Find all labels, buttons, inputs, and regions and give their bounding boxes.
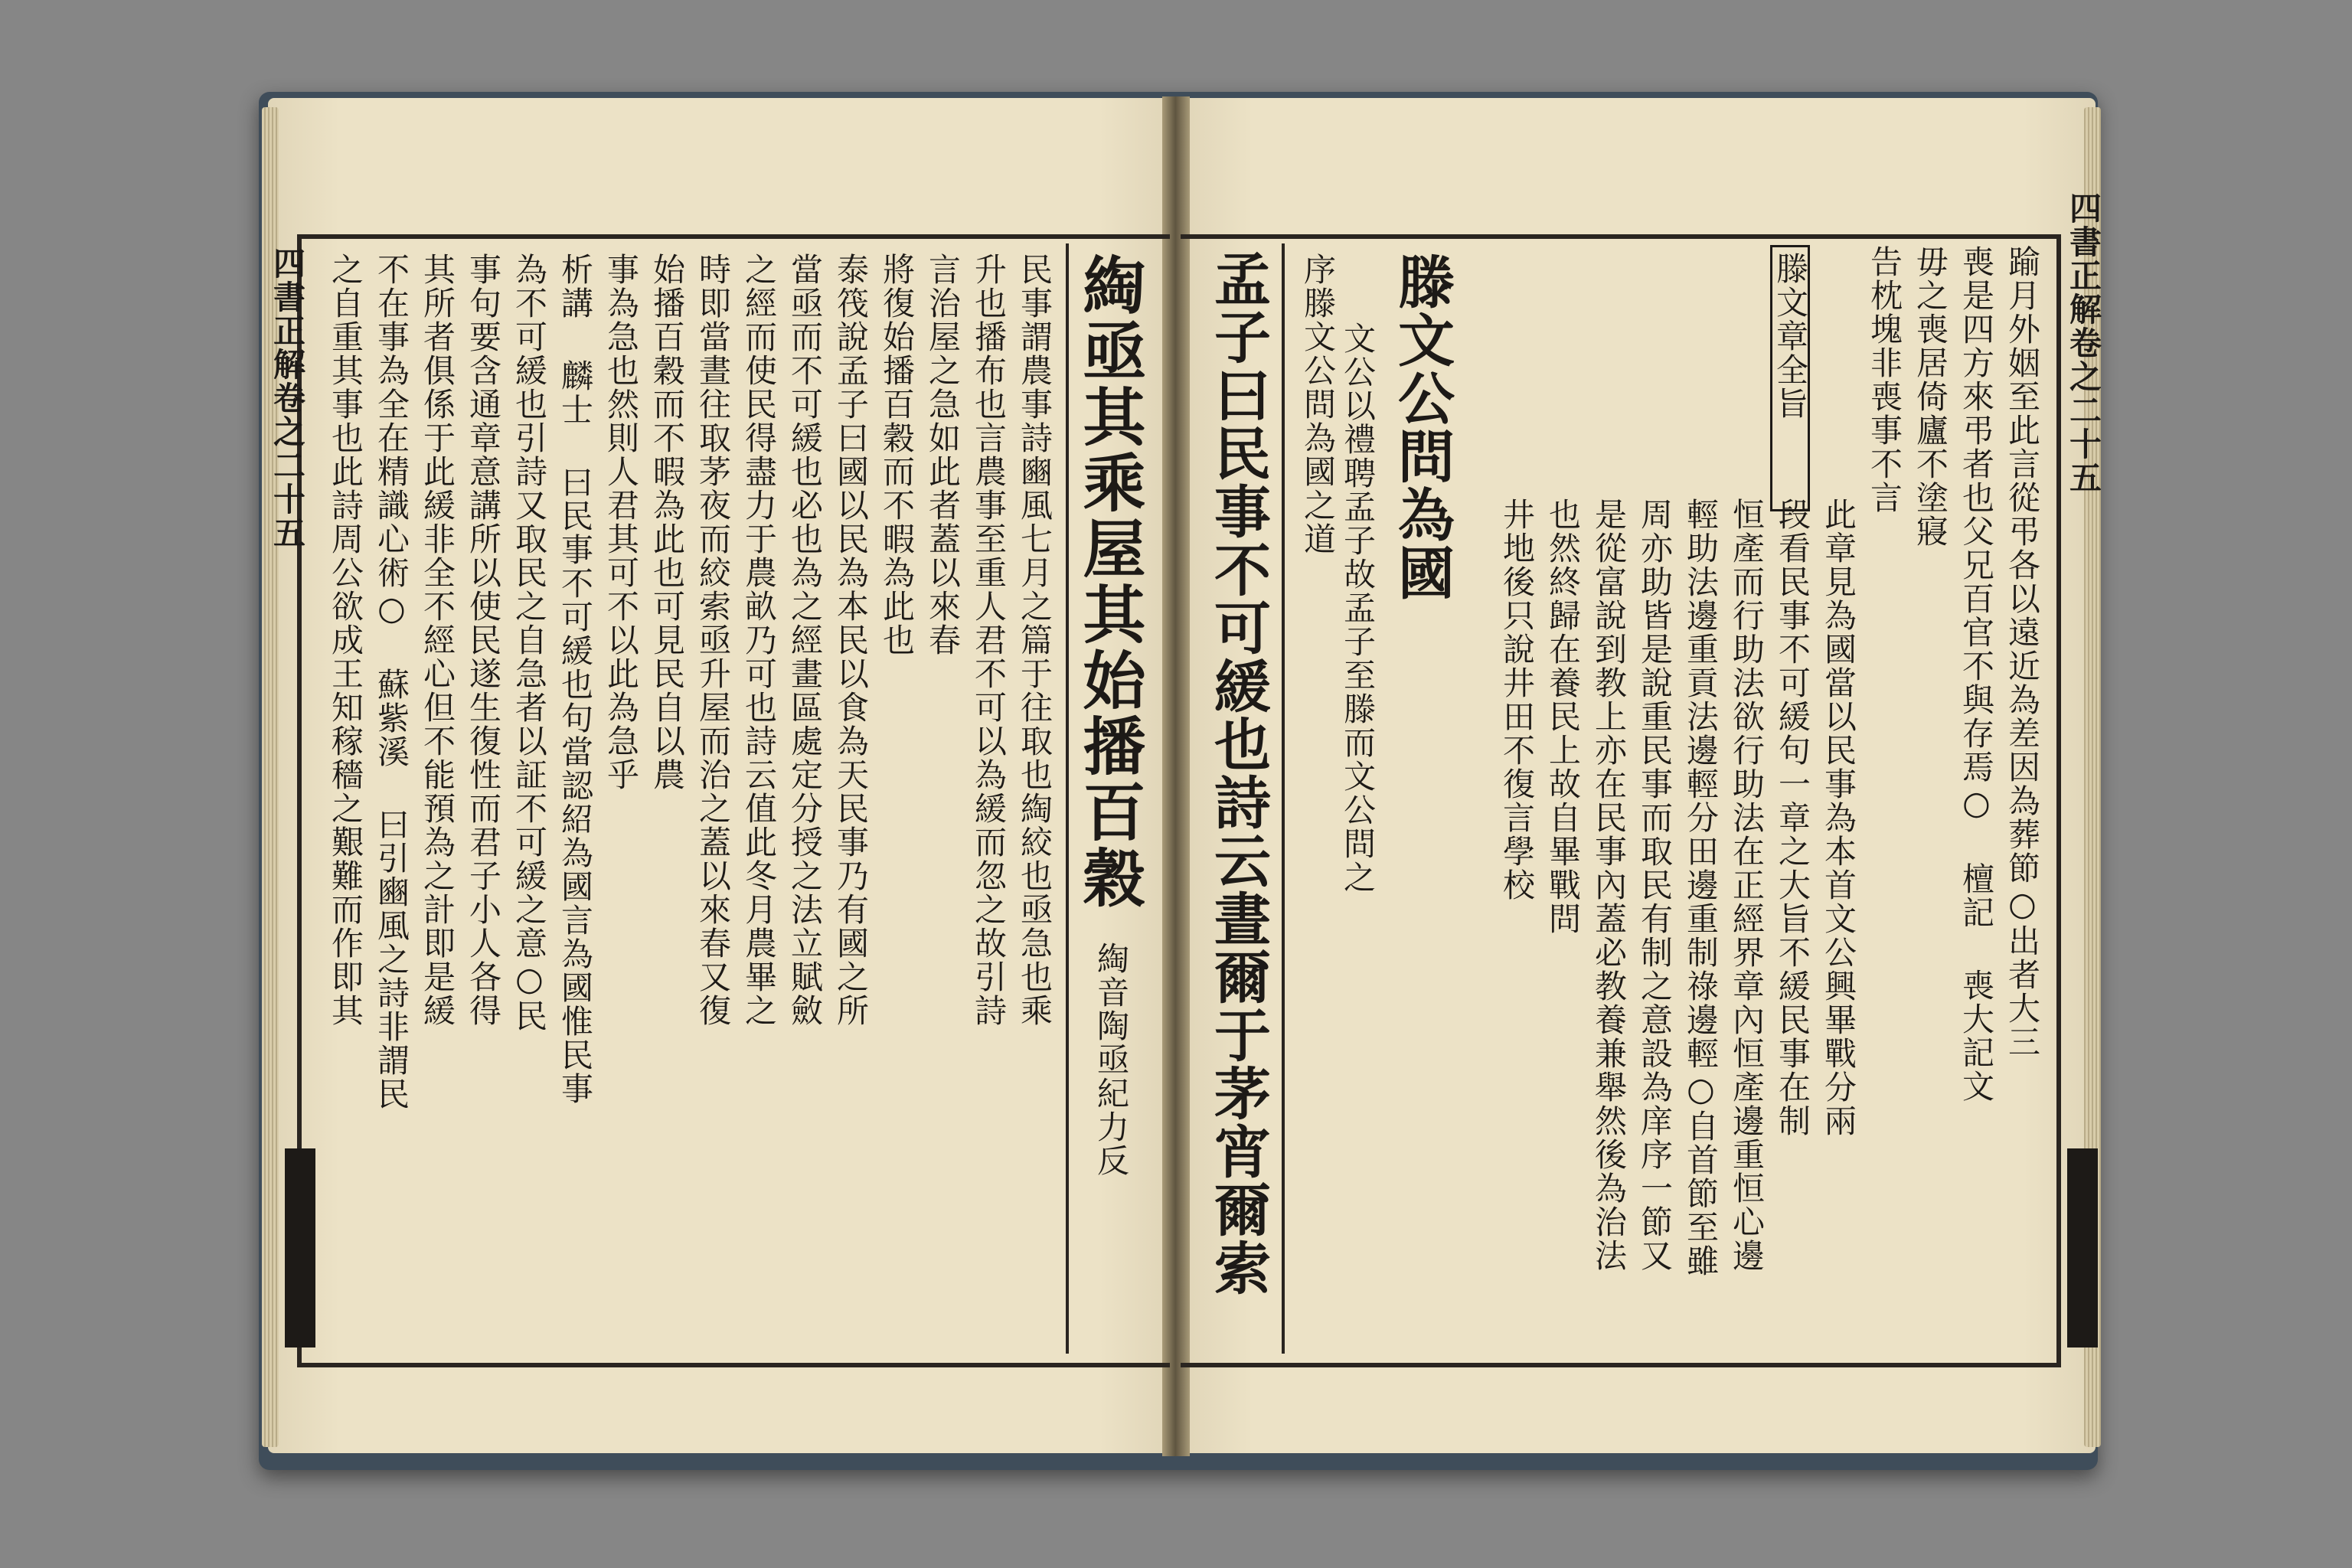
left-col-3: 言治屋之急如此者蓋以來春	[924, 253, 962, 657]
right-col-4: 輕助法邊重貢法邊輕分田邊重制祿邊輕○自首節至雖	[1682, 498, 1720, 1278]
right-col-11: 喪是四方來弔者也父兄百官不與存焉○ 檀記 喪大記文	[1958, 245, 1995, 1103]
right-margin-title: 四書正解卷之二十五	[2065, 191, 2102, 495]
left-margin-block	[285, 1148, 315, 1348]
right-heading: 孟子曰民事不可緩也詩云晝爾于茅宵爾索	[1205, 250, 1271, 1297]
right-col-5: 周亦助皆是說重民事而取民有制之意設為庠序一節又	[1636, 498, 1674, 1272]
left-pronunciation: 綯音陶亟紀力反	[1093, 942, 1130, 1178]
left-col-7: 之經而使民得盡力于農畝乃可也詩云值此冬月農畢之	[740, 253, 778, 1027]
left-col-15: 不在事為全在精識心術○ 蘇紫溪 曰引豳風之詩非謂民	[373, 253, 410, 1111]
right-col-1: 此章見為國當以民事為本首文公興畢戰分兩	[1820, 498, 1857, 1138]
left-col-11: 析講 麟士 曰民事不可緩也句當認紹為國言為國惟民事	[557, 253, 594, 1106]
left-col-14: 其所者俱係于此緩非全不經心但不能預為之計即是緩	[419, 253, 456, 1027]
right-col-3: 恒產而行助法欲行助法在正經界章內恒產邊重恒心邊	[1728, 498, 1766, 1272]
left-col-12: 為不可緩也引詩又取民之自急者以証不可緩之意○民	[511, 253, 548, 1033]
right-col-6: 是從富說到教上亦在民事內蓋必教養兼舉然後為治法	[1590, 498, 1628, 1272]
chapter-title: 滕文公問為國	[1389, 253, 1455, 602]
left-col-5: 泰筏說孟子曰國以民為本民以食為天民事乃有國之所	[832, 253, 870, 1027]
left-col-10: 事為急也然則人君其可不以此為急乎	[603, 253, 640, 792]
summary-box: 滕文章全旨	[1770, 245, 1810, 511]
left-verse-rule	[1066, 243, 1069, 1354]
left-margin-title: 四書正解卷之二十五	[269, 247, 306, 550]
left-col-2: 升也播布也言農事至重人君不可以為緩而忽之故引詩	[970, 253, 1008, 1027]
right-col-7: 也然終歸在養民上故自畢戰問	[1544, 498, 1582, 936]
right-col-12: 踰月外姻至此言從弔各以遠近為差因為葬節○出者大三	[2004, 245, 2041, 1059]
left-col-1: 民事謂農事詩豳風七月之篇于往取也綯絞也亟急也乘	[1016, 253, 1054, 1027]
right-heading-rule	[1282, 243, 1285, 1354]
left-col-8: 時即當晝往取茅夜而絞索亟升屋而治之蓋以來春又復	[694, 253, 732, 1027]
left-col-16: 之自重其事也此詩周公欲成王知稼穡之艱難而作即其	[327, 253, 364, 1027]
right-col-8: 井地後只說井田不復言學校	[1498, 498, 1536, 902]
left-col-4: 將復始播百穀而不暇為此也	[878, 253, 916, 657]
right-col-2: 段看民事不可緩句一章之大旨不緩民事在制	[1774, 498, 1811, 1138]
left-col-13: 事句要含通章意講所以使民遂生復性而君子小人各得	[465, 253, 502, 1027]
left-verse: 綯亟其乘屋其始播百穀	[1073, 253, 1146, 911]
right-col-9: 告枕塊非喪事不言	[1866, 245, 1903, 514]
preface-col-2: 序滕文公問為國之道	[1299, 253, 1337, 556]
right-margin-block	[2067, 1148, 2098, 1348]
left-col-6: 當亟而不可緩也必也為之經畫區處定分授之法立賦斂	[786, 253, 824, 1027]
right-col-10: 毋之喪居倚廬不塗寢	[1912, 245, 1949, 548]
preface-col-1: 文公以禮聘孟子故孟子至滕而文公問之	[1339, 322, 1377, 894]
left-col-9: 始播百穀而不暇為此也可見民自以農	[648, 253, 686, 792]
